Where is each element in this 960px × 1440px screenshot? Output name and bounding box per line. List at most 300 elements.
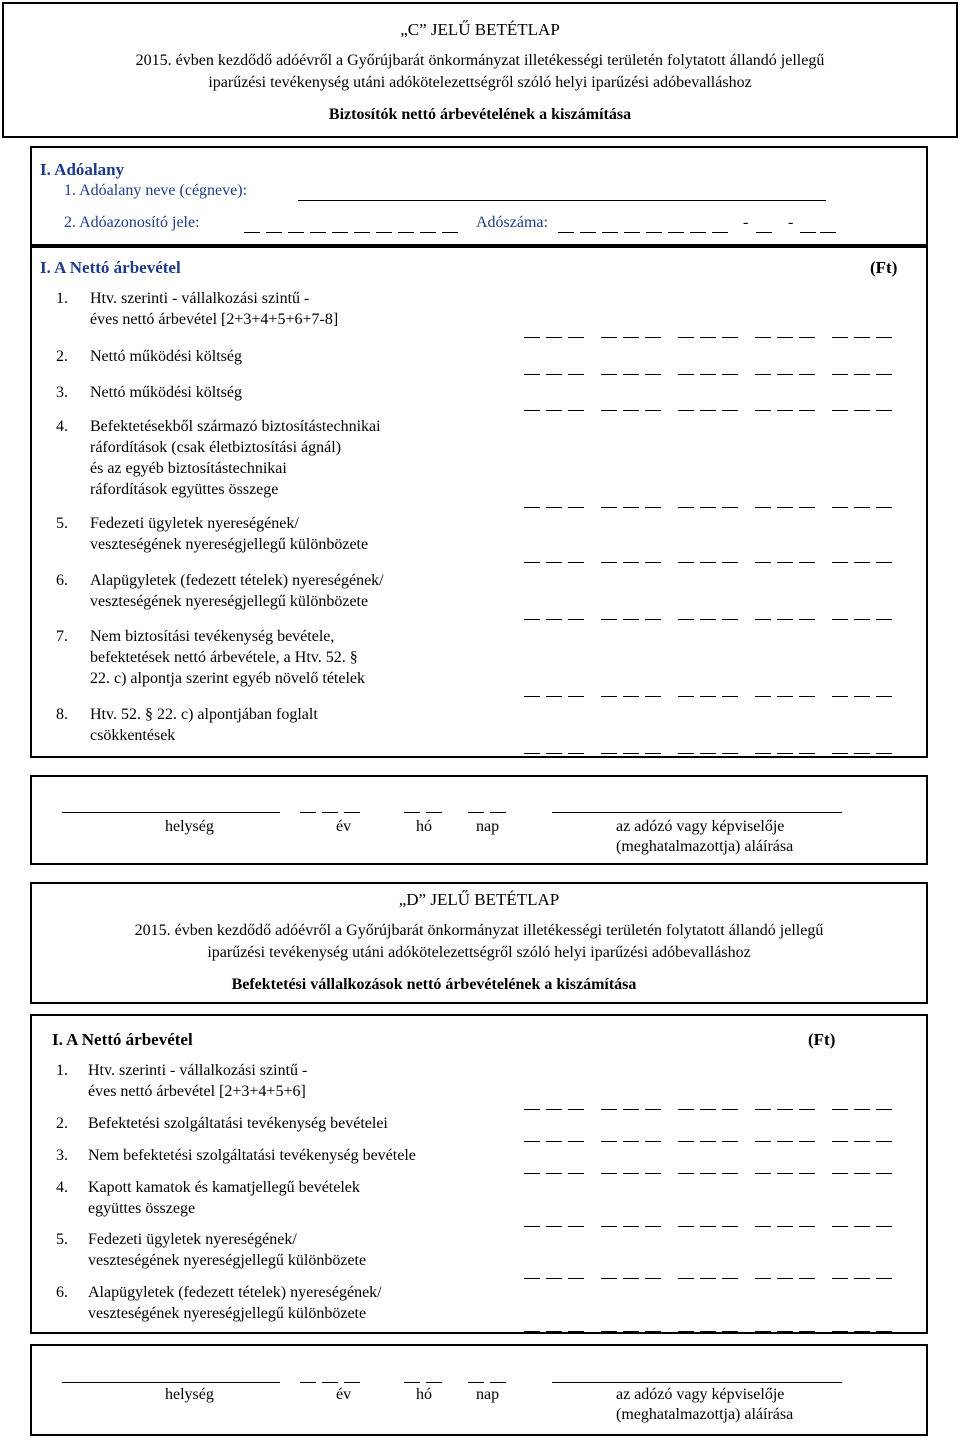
- d-amount-6-digit[interactable]: [546, 1331, 562, 1332]
- c-amount-4-digit[interactable]: [546, 507, 562, 508]
- d-amount-6-digit[interactable]: [524, 1331, 540, 1332]
- d-amount-5-digit[interactable]: [755, 1278, 771, 1279]
- d-revenue-unit: (Ft): [808, 1030, 836, 1049]
- d-amount-6-digit[interactable]: [601, 1331, 617, 1332]
- c-taxid-digit[interactable]: [398, 232, 414, 233]
- c-amount-2-digit[interactable]: [722, 374, 738, 375]
- c-amount-8-digit[interactable]: [601, 753, 617, 754]
- c-taxnumber-digit[interactable]: [690, 232, 706, 233]
- c-amount-6-digit[interactable]: [832, 619, 848, 620]
- d-amount-2-digit[interactable]: [700, 1141, 716, 1142]
- d-amount-5-digit[interactable]: [645, 1278, 661, 1279]
- d-year-digit[interactable]: [344, 1382, 360, 1383]
- c-amount-2-digit[interactable]: [832, 374, 848, 375]
- c-signature-field[interactable]: [552, 812, 842, 813]
- c-amount-2-digit[interactable]: [854, 374, 870, 375]
- c-amount-6-digit[interactable]: [623, 619, 639, 620]
- d-amount-1-digit[interactable]: [601, 1109, 617, 1110]
- c-amount-5-digit[interactable]: [645, 562, 661, 563]
- d-amount-1-digit[interactable]: [524, 1109, 540, 1110]
- c-amount-7-digit[interactable]: [854, 696, 870, 697]
- c-amount-4-digit[interactable]: [524, 507, 540, 508]
- c-year-digit[interactable]: [344, 812, 360, 813]
- c-amount-5-digit[interactable]: [524, 562, 540, 563]
- d-amount-5-digit[interactable]: [876, 1278, 892, 1279]
- d-amount-6-digit[interactable]: [678, 1331, 694, 1332]
- revenue-item-label-line: Nem biztosítási tevékenység bevétele,: [90, 628, 335, 645]
- c-month-digit[interactable]: [404, 812, 420, 813]
- revenue-item-label-line: Kapott kamatok és kamatjellegű bevételek: [88, 1179, 360, 1196]
- d-amount-2-digit[interactable]: [678, 1141, 694, 1142]
- d-amount-5-digit[interactable]: [678, 1278, 694, 1279]
- d-amount-6-digit[interactable]: [700, 1331, 716, 1332]
- c-amount-5-digit[interactable]: [755, 562, 771, 563]
- c-amount-7-digit[interactable]: [832, 696, 848, 697]
- d-amount-4-digit[interactable]: [678, 1226, 694, 1227]
- c-amount-4-digit[interactable]: [832, 507, 848, 508]
- d-amount-1-digit[interactable]: [832, 1109, 848, 1110]
- d-amount-5-digit[interactable]: [524, 1278, 540, 1279]
- c-amount-7-digit[interactable]: [524, 696, 540, 697]
- c-taxnumber-digit[interactable]: [712, 232, 728, 233]
- c-amount-4-digit[interactable]: [755, 507, 771, 508]
- d-amount-1-digit[interactable]: [854, 1109, 870, 1110]
- c-amount-3-digit[interactable]: [601, 410, 617, 411]
- c-year-digit[interactable]: [300, 812, 316, 813]
- d-amount-3-digit[interactable]: [777, 1173, 793, 1174]
- d-amount-2-digit[interactable]: [568, 1141, 584, 1142]
- d-amount-1-digit[interactable]: [722, 1109, 738, 1110]
- d-day-digit[interactable]: [490, 1382, 506, 1383]
- d-amount-4-digit[interactable]: [601, 1226, 617, 1227]
- c-amount-7-digit[interactable]: [777, 696, 793, 697]
- d-amount-1-digit[interactable]: [623, 1109, 639, 1110]
- c-taxnumber-digit[interactable]: [756, 232, 772, 233]
- c-amount-4-digit[interactable]: [854, 507, 870, 508]
- c-month-digit[interactable]: [426, 812, 442, 813]
- d-amount-5-digit[interactable]: [777, 1278, 793, 1279]
- d-amount-5-digit[interactable]: [722, 1278, 738, 1279]
- c-amount-4-digit[interactable]: [722, 507, 738, 508]
- c-amount-7-digit[interactable]: [876, 696, 892, 697]
- c-amount-7-digit[interactable]: [799, 696, 815, 697]
- d-amount-6-digit[interactable]: [755, 1331, 771, 1332]
- c-amount-3-digit[interactable]: [722, 410, 738, 411]
- c-amount-6-digit[interactable]: [854, 619, 870, 620]
- c-amount-4-digit[interactable]: [799, 507, 815, 508]
- c-amount-7-digit[interactable]: [678, 696, 694, 697]
- c-amount-3-digit[interactable]: [832, 410, 848, 411]
- c-amount-8-digit[interactable]: [854, 753, 870, 754]
- revenue-item-label-line: éves nettó árbevétel [2+3+4+5+6]: [88, 1083, 306, 1100]
- c-taxnumber-digit[interactable]: [602, 232, 618, 233]
- c-amount-1-digit[interactable]: [854, 337, 870, 338]
- revenue-item-label-line: Alapügyletek (fedezett tételek) nyereségének/: [90, 572, 384, 589]
- d-amount-4-digit[interactable]: [524, 1226, 540, 1227]
- c-taxnumber-digit[interactable]: [624, 232, 640, 233]
- c-taxpayer-name-label: 1. Adóalany neve (cégneve):: [64, 182, 248, 199]
- d-amount-3-digit[interactable]: [568, 1173, 584, 1174]
- d-place-field[interactable]: [62, 1382, 280, 1383]
- d-month-digit[interactable]: [404, 1382, 420, 1383]
- c-amount-1-digit[interactable]: [678, 337, 694, 338]
- d-amount-1-digit[interactable]: [645, 1109, 661, 1110]
- c-amount-5-digit[interactable]: [799, 562, 815, 563]
- c-amount-4-digit[interactable]: [876, 507, 892, 508]
- d-amount-6-digit[interactable]: [623, 1331, 639, 1332]
- c-taxid-digit[interactable]: [244, 232, 260, 233]
- c-amount-4-digit[interactable]: [777, 507, 793, 508]
- c-amount-8-digit[interactable]: [755, 753, 771, 754]
- d-amount-4-digit[interactable]: [722, 1226, 738, 1227]
- d-amount-1-digit[interactable]: [799, 1109, 815, 1110]
- c-amount-3-digit[interactable]: [524, 410, 540, 411]
- revenue-item-label-line: Befektetési szolgáltatási tevékenység bevételei: [88, 1115, 388, 1132]
- revenue-item-label-line: befektetések nettó árbevétele, a Htv. 52. §: [90, 649, 358, 666]
- c-amount-4-digit[interactable]: [568, 507, 584, 508]
- d-amount-5-digit[interactable]: [799, 1278, 815, 1279]
- c-signer-label-1: az adózó vagy képviselője: [616, 818, 785, 835]
- c-amount-2-digit[interactable]: [546, 374, 562, 375]
- d-amount-4-digit[interactable]: [755, 1226, 771, 1227]
- c-amount-4-digit[interactable]: [700, 507, 716, 508]
- c-amount-1-digit[interactable]: [755, 337, 771, 338]
- d-amount-3-digit[interactable]: [876, 1173, 892, 1174]
- revenue-item-label-line: Fedezeti ügyletek nyereségének/: [90, 515, 299, 532]
- c-taxid-digit[interactable]: [288, 232, 304, 233]
- revenue-item-number: 1.: [56, 1062, 68, 1079]
- d-amount-2-digit[interactable]: [623, 1141, 639, 1142]
- d-amount-5-digit[interactable]: [700, 1278, 716, 1279]
- c-amount-5-digit[interactable]: [876, 562, 892, 563]
- d-amount-2-digit[interactable]: [645, 1141, 661, 1142]
- c-amount-8-digit[interactable]: [546, 753, 562, 754]
- c-amount-2-digit[interactable]: [623, 374, 639, 375]
- d-amount-6-digit[interactable]: [854, 1331, 870, 1332]
- revenue-item-number: 5.: [56, 1231, 68, 1248]
- c-year-label: év: [336, 818, 352, 835]
- d-amount-2-digit[interactable]: [722, 1141, 738, 1142]
- revenue-item-label-line: ráfordítások együttes összege: [90, 481, 279, 498]
- c-amount-4-digit[interactable]: [623, 507, 639, 508]
- d-sheet-intro-line1: 2015. évben kezdődő adóévről a Győrújbarát önkormányzat illetékességi területén folytatott állandó jellegű: [134, 922, 824, 939]
- c-amount-8-digit[interactable]: [568, 753, 584, 754]
- d-sheet-subtitle: Befektetési vállalkozások nettó árbevételének a kiszámítása: [231, 976, 637, 993]
- c-amount-4-digit[interactable]: [645, 507, 661, 508]
- d-amount-2-digit[interactable]: [876, 1141, 892, 1142]
- revenue-item-number: 4.: [56, 418, 68, 435]
- c-amount-1-digit[interactable]: [568, 337, 584, 338]
- d-amount-3-digit[interactable]: [755, 1173, 771, 1174]
- c-amount-3-digit[interactable]: [854, 410, 870, 411]
- c-amount-5-digit[interactable]: [832, 562, 848, 563]
- c-amount-5-digit[interactable]: [623, 562, 639, 563]
- c-amount-1-digit[interactable]: [645, 337, 661, 338]
- d-amount-1-digit[interactable]: [755, 1109, 771, 1110]
- d-amount-3-digit[interactable]: [700, 1173, 716, 1174]
- d-amount-4-digit[interactable]: [799, 1226, 815, 1227]
- d-amount-3-digit[interactable]: [601, 1173, 617, 1174]
- c-amount-3-digit[interactable]: [777, 410, 793, 411]
- d-signer-label-2: (meghatalmazottja) aláírása: [616, 1406, 794, 1423]
- d-amount-5-digit[interactable]: [854, 1278, 870, 1279]
- d-day-label: nap: [476, 1386, 500, 1403]
- c-amount-1-digit[interactable]: [623, 337, 639, 338]
- c-amount-2-digit[interactable]: [601, 374, 617, 375]
- c-amount-3-digit[interactable]: [799, 410, 815, 411]
- d-sheet-intro-line2: iparűzési tevékenység utáni adókötelezettségről szóló helyi iparűzési adóbevalláshoz: [207, 944, 751, 961]
- c-taxnumber-digit[interactable]: [668, 232, 684, 233]
- c-amount-5-digit[interactable]: [678, 562, 694, 563]
- d-amount-6-digit[interactable]: [645, 1331, 661, 1332]
- c-amount-6-digit[interactable]: [755, 619, 771, 620]
- revenue-item-number: 8.: [56, 706, 68, 723]
- c-amount-6-digit[interactable]: [876, 619, 892, 620]
- d-amount-3-digit[interactable]: [645, 1173, 661, 1174]
- c-taxnumber-digit[interactable]: [800, 232, 816, 233]
- c-amount-5-digit[interactable]: [568, 562, 584, 563]
- c-amount-5-digit[interactable]: [601, 562, 617, 563]
- c-amount-1-digit[interactable]: [601, 337, 617, 338]
- c-taxnumber-digit[interactable]: [558, 232, 574, 233]
- c-amount-3-digit[interactable]: [678, 410, 694, 411]
- revenue-item-label-line: együttes összege: [88, 1200, 196, 1217]
- c-year-digit[interactable]: [322, 812, 338, 813]
- d-amount-4-digit[interactable]: [777, 1226, 793, 1227]
- c-amount-2-digit[interactable]: [777, 374, 793, 375]
- c-taxid-digit[interactable]: [442, 232, 458, 233]
- d-amount-6-digit[interactable]: [722, 1331, 738, 1332]
- revenue-item-number: 3.: [56, 1147, 68, 1164]
- d-month-digit[interactable]: [426, 1382, 442, 1383]
- c-amount-5-digit[interactable]: [722, 562, 738, 563]
- c-amount-1-digit[interactable]: [777, 337, 793, 338]
- c-amount-6-digit[interactable]: [546, 619, 562, 620]
- c-amount-8-digit[interactable]: [623, 753, 639, 754]
- d-amount-5-digit[interactable]: [623, 1278, 639, 1279]
- c-taxnumber-digit[interactable]: [580, 232, 596, 233]
- revenue-item-number: 2.: [56, 1115, 68, 1132]
- d-amount-3-digit[interactable]: [799, 1173, 815, 1174]
- c-taxnumber-digit[interactable]: [646, 232, 662, 233]
- c-amount-6-digit[interactable]: [645, 619, 661, 620]
- d-amount-3-digit[interactable]: [722, 1173, 738, 1174]
- c-amount-7-digit[interactable]: [755, 696, 771, 697]
- d-amount-2-digit[interactable]: [546, 1141, 562, 1142]
- d-amount-3-digit[interactable]: [854, 1173, 870, 1174]
- d-amount-5-digit[interactable]: [546, 1278, 562, 1279]
- d-amount-3-digit[interactable]: [546, 1173, 562, 1174]
- c-amount-5-digit[interactable]: [777, 562, 793, 563]
- c-taxnumber-digit[interactable]: [820, 232, 836, 233]
- c-amount-7-digit[interactable]: [546, 696, 562, 697]
- revenue-item-number: 6.: [56, 572, 68, 589]
- d-signature-field[interactable]: [552, 1382, 842, 1383]
- c-revenue-heading: [40, 258, 181, 278]
- c-amount-1-digit[interactable]: [722, 337, 738, 338]
- c-taxid-digit[interactable]: [310, 232, 326, 233]
- c-taxnumber-dash-1: -: [743, 214, 749, 231]
- c-amount-3-digit[interactable]: [546, 410, 562, 411]
- d-year-digit[interactable]: [300, 1382, 316, 1383]
- d-amount-1-digit[interactable]: [678, 1109, 694, 1110]
- d-amount-2-digit[interactable]: [777, 1141, 793, 1142]
- d-amount-4-digit[interactable]: [854, 1226, 870, 1227]
- c-amount-1-digit[interactable]: [700, 337, 716, 338]
- revenue-item-label-line: 22. c) alpontja szerint egyéb növelő tételek: [90, 670, 366, 687]
- d-amount-3-digit[interactable]: [678, 1173, 694, 1174]
- c-amount-6-digit[interactable]: [678, 619, 694, 620]
- c-amount-8-digit[interactable]: [524, 753, 540, 754]
- d-amount-3-digit[interactable]: [832, 1173, 848, 1174]
- c-amount-7-digit[interactable]: [722, 696, 738, 697]
- c-amount-6-digit[interactable]: [700, 619, 716, 620]
- d-amount-2-digit[interactable]: [524, 1141, 540, 1142]
- d-amount-4-digit[interactable]: [832, 1226, 848, 1227]
- c-amount-6-digit[interactable]: [524, 619, 540, 620]
- c-day-digit[interactable]: [490, 812, 506, 813]
- d-amount-3-digit[interactable]: [623, 1173, 639, 1174]
- c-amount-8-digit[interactable]: [700, 753, 716, 754]
- c-taxpayer-heading: I. Adóalany: [40, 160, 125, 179]
- d-amount-3-digit[interactable]: [524, 1173, 540, 1174]
- revenue-item-label-line: Htv. 52. § 22. c) alpontjában foglalt: [90, 706, 318, 723]
- c-amount-1-digit[interactable]: [799, 337, 815, 338]
- d-amount-2-digit[interactable]: [755, 1141, 771, 1142]
- c-amount-8-digit[interactable]: [799, 753, 815, 754]
- revenue-item-label-line: Alapügyletek (fedezett tételek) nyereségének/: [88, 1284, 382, 1301]
- d-amount-5-digit[interactable]: [568, 1278, 584, 1279]
- c-amount-6-digit[interactable]: [568, 619, 584, 620]
- c-amount-8-digit[interactable]: [777, 753, 793, 754]
- c-amount-2-digit[interactable]: [755, 374, 771, 375]
- c-amount-3-digit[interactable]: [876, 410, 892, 411]
- revenue-item-number: 4.: [56, 1179, 68, 1196]
- c-taxid-digit[interactable]: [354, 232, 370, 233]
- c-amount-8-digit[interactable]: [832, 753, 848, 754]
- c-amount-3-digit[interactable]: [623, 410, 639, 411]
- d-amount-4-digit[interactable]: [546, 1226, 562, 1227]
- c-amount-6-digit[interactable]: [722, 619, 738, 620]
- c-taxid-digit[interactable]: [376, 232, 392, 233]
- d-amount-6-digit[interactable]: [832, 1331, 848, 1332]
- c-amount-1-digit[interactable]: [524, 337, 540, 338]
- c-taxid-digit[interactable]: [266, 232, 282, 233]
- c-amount-7-digit[interactable]: [645, 696, 661, 697]
- c-amount-5-digit[interactable]: [700, 562, 716, 563]
- d-amount-4-digit[interactable]: [700, 1226, 716, 1227]
- c-revenue-heading-text: I. A Nettó árbevétel: [40, 258, 181, 277]
- revenue-item-label-line: csökkentések: [90, 727, 176, 744]
- c-amount-2-digit[interactable]: [645, 374, 661, 375]
- d-amount-2-digit[interactable]: [854, 1141, 870, 1142]
- d-amount-1-digit[interactable]: [777, 1109, 793, 1110]
- revenue-item-number: 1.: [56, 290, 68, 307]
- revenue-item-label-line: Nettó működési költség: [90, 384, 242, 401]
- d-amount-2-digit[interactable]: [832, 1141, 848, 1142]
- c-amount-3-digit[interactable]: [700, 410, 716, 411]
- c-taxid-digit[interactable]: [332, 232, 348, 233]
- c-amount-6-digit[interactable]: [777, 619, 793, 620]
- d-amount-2-digit[interactable]: [799, 1141, 815, 1142]
- d-amount-1-digit[interactable]: [546, 1109, 562, 1110]
- c-amount-3-digit[interactable]: [568, 410, 584, 411]
- c-taxid-digit[interactable]: [420, 232, 436, 233]
- c-amount-6-digit[interactable]: [601, 619, 617, 620]
- d-place-label: helység: [165, 1386, 214, 1403]
- revenue-item-number: 5.: [56, 515, 68, 532]
- c-amount-7-digit[interactable]: [568, 696, 584, 697]
- d-amount-2-digit[interactable]: [601, 1141, 617, 1142]
- revenue-item-label-line: Nettó működési költség: [90, 348, 242, 365]
- c-amount-5-digit[interactable]: [854, 562, 870, 563]
- d-amount-1-digit[interactable]: [568, 1109, 584, 1110]
- c-amount-2-digit[interactable]: [524, 374, 540, 375]
- c-revenue-unit: (Ft): [870, 258, 898, 277]
- c-amount-3-digit[interactable]: [645, 410, 661, 411]
- d-day-digit[interactable]: [468, 1382, 484, 1383]
- d-amount-1-digit[interactable]: [876, 1109, 892, 1110]
- d-amount-5-digit[interactable]: [601, 1278, 617, 1279]
- revenue-item-label-line: Htv. szerinti - vállalkozási szintű -: [88, 1062, 308, 1079]
- d-amount-6-digit[interactable]: [799, 1331, 815, 1332]
- c-amount-7-digit[interactable]: [601, 696, 617, 697]
- d-revenue-heading: I. A Nettó árbevétel: [52, 1030, 193, 1049]
- d-amount-6-digit[interactable]: [568, 1331, 584, 1332]
- revenue-item-label-line: Htv. szerinti - vállalkozási szintű -: [90, 290, 310, 307]
- c-amount-8-digit[interactable]: [645, 753, 661, 754]
- c-amount-7-digit[interactable]: [623, 696, 639, 697]
- d-amount-6-digit[interactable]: [777, 1331, 793, 1332]
- d-amount-4-digit[interactable]: [568, 1226, 584, 1227]
- c-sheet-intro-line1: 2015. évben kezdődő adóévről a Győrújbarát önkormányzat illetékességi területén folytatott állandó jellegű: [135, 52, 825, 69]
- revenue-item-label-line: Nem befektetési szolgáltatási tevékenység bevétele: [88, 1147, 416, 1164]
- revenue-item-label-line: és az egyéb biztosítástechnikai: [90, 460, 287, 477]
- d-signer-label-1: az adózó vagy képviselője: [616, 1386, 785, 1403]
- revenue-item-number: 2.: [56, 348, 68, 365]
- c-day-digit[interactable]: [468, 812, 484, 813]
- c-amount-3-digit[interactable]: [755, 410, 771, 411]
- c-amount-4-digit[interactable]: [678, 507, 694, 508]
- c-amount-7-digit[interactable]: [700, 696, 716, 697]
- c-amount-2-digit[interactable]: [799, 374, 815, 375]
- d-amount-4-digit[interactable]: [876, 1226, 892, 1227]
- c-amount-4-digit[interactable]: [601, 507, 617, 508]
- d-amount-4-digit[interactable]: [623, 1226, 639, 1227]
- c-amount-6-digit[interactable]: [799, 619, 815, 620]
- c-amount-1-digit[interactable]: [546, 337, 562, 338]
- c-place-field[interactable]: [62, 812, 280, 813]
- d-amount-5-digit[interactable]: [832, 1278, 848, 1279]
- c-taxpayer-name-field[interactable]: [298, 200, 826, 201]
- c-amount-2-digit[interactable]: [678, 374, 694, 375]
- c-amount-2-digit[interactable]: [876, 374, 892, 375]
- c-amount-8-digit[interactable]: [722, 753, 738, 754]
- c-amount-8-digit[interactable]: [678, 753, 694, 754]
- d-sheet-title: „D” JELŰ BETÉTLAP: [398, 890, 560, 909]
- d-amount-6-digit[interactable]: [876, 1331, 892, 1332]
- c-amount-2-digit[interactable]: [568, 374, 584, 375]
- d-amount-1-digit[interactable]: [700, 1109, 716, 1110]
- c-amount-2-digit[interactable]: [700, 374, 716, 375]
- c-amount-5-digit[interactable]: [546, 562, 562, 563]
- c-taxnumber-dash-2: -: [788, 214, 794, 231]
- c-amount-1-digit[interactable]: [832, 337, 848, 338]
- c-amount-1-digit[interactable]: [876, 337, 892, 338]
- c-amount-8-digit[interactable]: [876, 753, 892, 754]
- d-year-digit[interactable]: [322, 1382, 338, 1383]
- d-amount-4-digit[interactable]: [645, 1226, 661, 1227]
